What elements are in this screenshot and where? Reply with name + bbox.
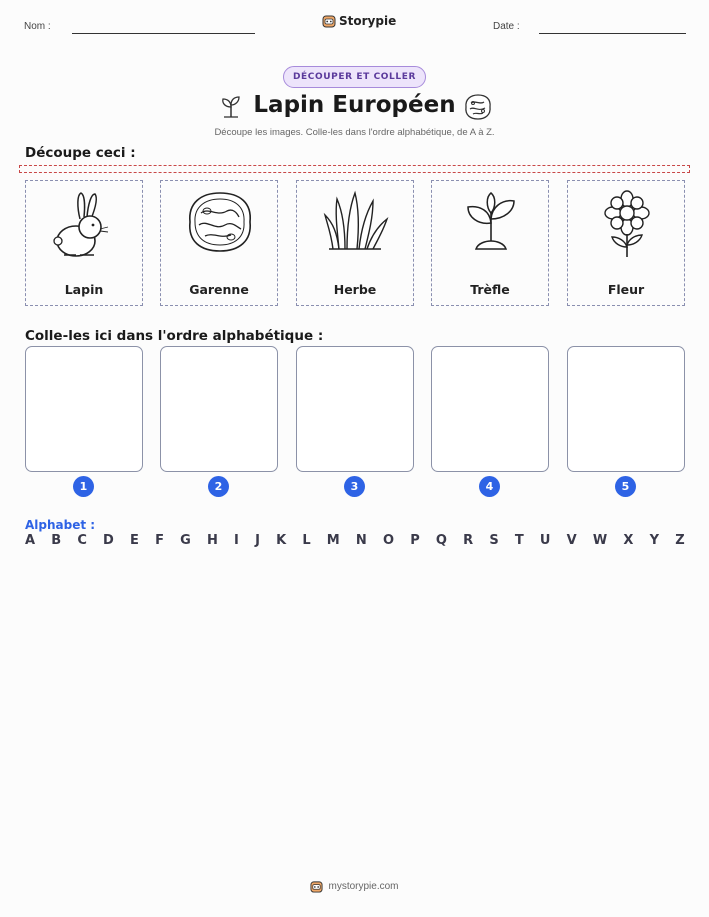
activity-badge: DÉCOUPER ET COLLER — [283, 66, 426, 88]
instructions: Découpe les images. Colle-les dans l'ordre alphabétique, de A à Z. — [214, 127, 495, 138]
cut-card-garenne[interactable] — [160, 180, 278, 306]
alphabet-letter: V — [566, 533, 577, 548]
storypie-mascot-icon — [322, 14, 336, 28]
cut-card-herbe[interactable] — [296, 180, 414, 306]
alphabet-letter: O — [382, 533, 395, 548]
alphabet-letter: N — [355, 533, 367, 548]
alphabet-letter: L — [302, 533, 311, 548]
alphabet-letter: Y — [649, 533, 660, 548]
date-line — [539, 33, 686, 34]
card-label: Herbe — [333, 282, 377, 297]
alphabet-letter: U — [539, 533, 551, 548]
warren-icon — [463, 93, 493, 121]
brand-logo — [322, 14, 396, 28]
slot-number-3: 3 — [344, 476, 365, 497]
slot-number-1: 1 — [73, 476, 94, 497]
alphabet-letter: M — [326, 533, 340, 548]
card-label: Lapin — [64, 282, 104, 297]
alphabet-heading: Alphabet : — [25, 518, 96, 532]
paste-slot-5[interactable] — [567, 346, 685, 472]
sprout-icon — [456, 189, 526, 255]
footer — [0, 880, 709, 893]
alphabet-letter: F — [155, 533, 164, 548]
alphabet-letter: E — [130, 533, 139, 548]
brand-name: Storypie — [339, 14, 397, 28]
alphabet-letter: J — [255, 533, 260, 548]
name-line — [72, 33, 255, 34]
alphabet-letter: G — [180, 533, 191, 548]
alphabet-letter: S — [489, 533, 499, 548]
slot-number-2: 2 — [208, 476, 229, 497]
alphabet-letter: Q — [435, 533, 447, 548]
alphabet-row — [25, 533, 685, 548]
warren-icon — [185, 189, 255, 255]
slot-number-4: 4 — [479, 476, 500, 497]
paste-slot-4[interactable] — [431, 346, 549, 472]
alphabet-letter: H — [206, 533, 218, 548]
alphabet-letter: X — [623, 533, 634, 548]
storypie-mascot-icon — [310, 880, 323, 893]
name-label: Nom : — [24, 21, 51, 32]
rabbit-icon — [50, 189, 120, 261]
paste-section-heading: Colle-les ici dans l'ordre alphabétique : — [25, 328, 324, 344]
alphabet-letter: A — [25, 533, 36, 548]
card-label: Garenne — [189, 282, 249, 297]
alphabet-letter: I — [234, 533, 239, 548]
alphabet-letter: K — [276, 533, 287, 548]
alphabet-letter: C — [77, 533, 87, 548]
cut-card-trefle[interactable] — [431, 180, 549, 306]
alphabet-letter: P — [410, 533, 420, 548]
alphabet-letter: T — [514, 533, 524, 548]
slot-number-5: 5 — [615, 476, 636, 497]
cut-card-lapin[interactable] — [25, 180, 143, 306]
card-label: Fleur — [607, 282, 645, 297]
alphabet-letter: Z — [675, 533, 685, 548]
page-title: Lapin Européen — [253, 92, 456, 118]
alphabet-letter: B — [51, 533, 62, 548]
paste-slot-1[interactable] — [25, 346, 143, 472]
alphabet-letter: W — [592, 533, 608, 548]
footer-url: mystorypie.com — [328, 881, 399, 892]
cut-line — [19, 165, 690, 173]
cut-section-heading: Découpe ceci : — [25, 145, 136, 161]
paste-slot-3[interactable] — [296, 346, 414, 472]
alphabet-letter: D — [103, 533, 114, 548]
flower-icon — [592, 189, 662, 259]
card-label: Trèfle — [470, 282, 510, 297]
alphabet-letter: R — [463, 533, 474, 548]
paste-slot-2[interactable] — [160, 346, 278, 472]
date-label: Date : — [493, 21, 520, 32]
cut-card-fleur[interactable] — [567, 180, 685, 306]
grass-icon — [321, 189, 391, 255]
